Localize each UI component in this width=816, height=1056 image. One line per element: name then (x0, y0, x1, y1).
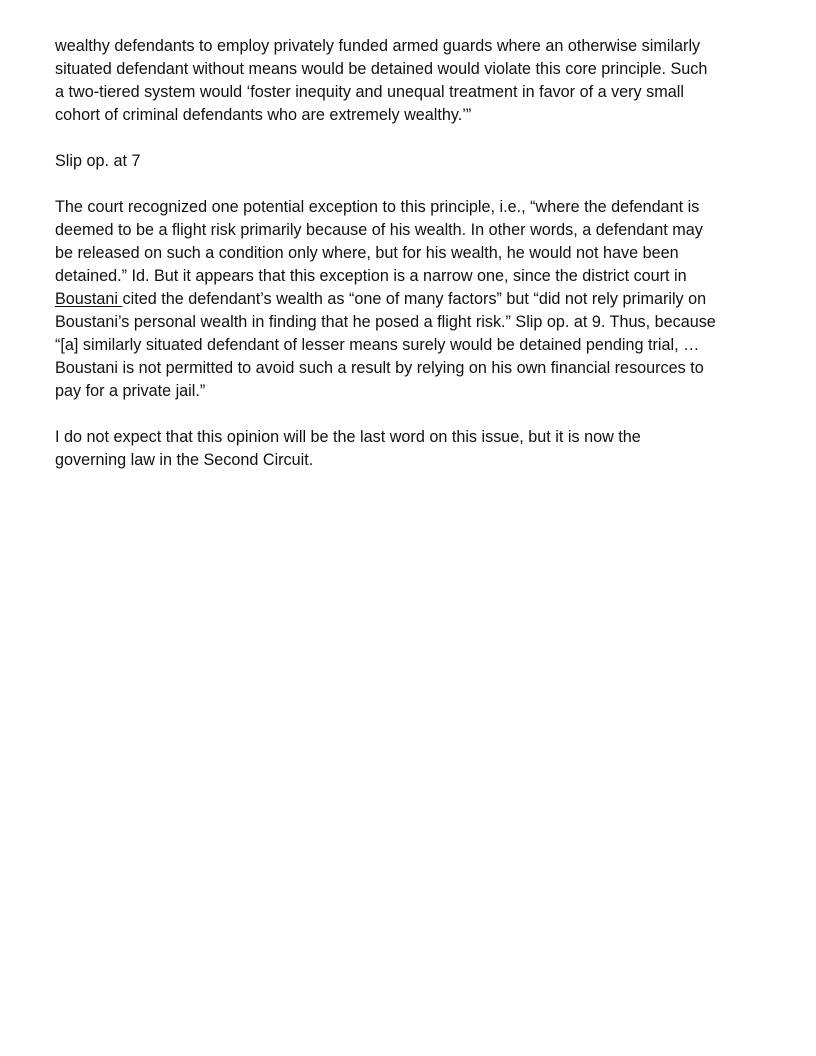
text-line: wealthy defendants to employ privately funded armed guards where an otherwise similarly (55, 37, 701, 55)
citation-text: Slip op. at 7 (55, 152, 141, 170)
text-line: Boustani is not permitted to avoid such a result by relying on his own financial resources to (55, 359, 704, 377)
paragraph-1 (55, 35, 770, 127)
text-line: cohort of criminal defendants who are extremely wealthy.’” (55, 106, 472, 124)
document-page (55, 35, 770, 495)
text-line: be released on such a condition only where, but for his wealth, he would not have been (55, 244, 679, 262)
text-line: I do not expect that this opinion will be the last word on this issue, but it is now the (55, 428, 641, 446)
citation-paragraph (55, 150, 770, 173)
text-line: situated defendant without means would be detained would violate this core principle. Such (55, 60, 708, 78)
paragraph-3 (55, 196, 770, 403)
text-line: pay for a private jail.” (55, 382, 206, 400)
text-line: detained.” Id. But it appears that this exception is a narrow one, since the district court in (55, 267, 687, 285)
text-line: a two-tiered system would ‘foster inequity and unequal treatment in favor of a very small (55, 83, 684, 101)
text-line: “[a] similarly situated defendant of lesser means surely would be detained pending trial, … (55, 336, 700, 354)
text-line: Boustani’s personal wealth in finding that he posed a flight risk.” Slip op. at 9. Thus, because (55, 313, 716, 331)
paragraph-4 (55, 426, 770, 472)
case-name-underlined: Boustani (55, 290, 123, 308)
text-line: governing law in the Second Circuit. (55, 451, 314, 469)
text-line-rest: cited the defendant’s wealth as “one of many factors” but “did not rely primarily on (122, 290, 707, 308)
text-line (55, 288, 770, 311)
text-line: deemed to be a flight risk primarily because of his wealth. In other words, a defendant may (55, 221, 703, 239)
text-line: The court recognized one potential exception to this principle, i.e., “where the defendant is (55, 198, 700, 216)
